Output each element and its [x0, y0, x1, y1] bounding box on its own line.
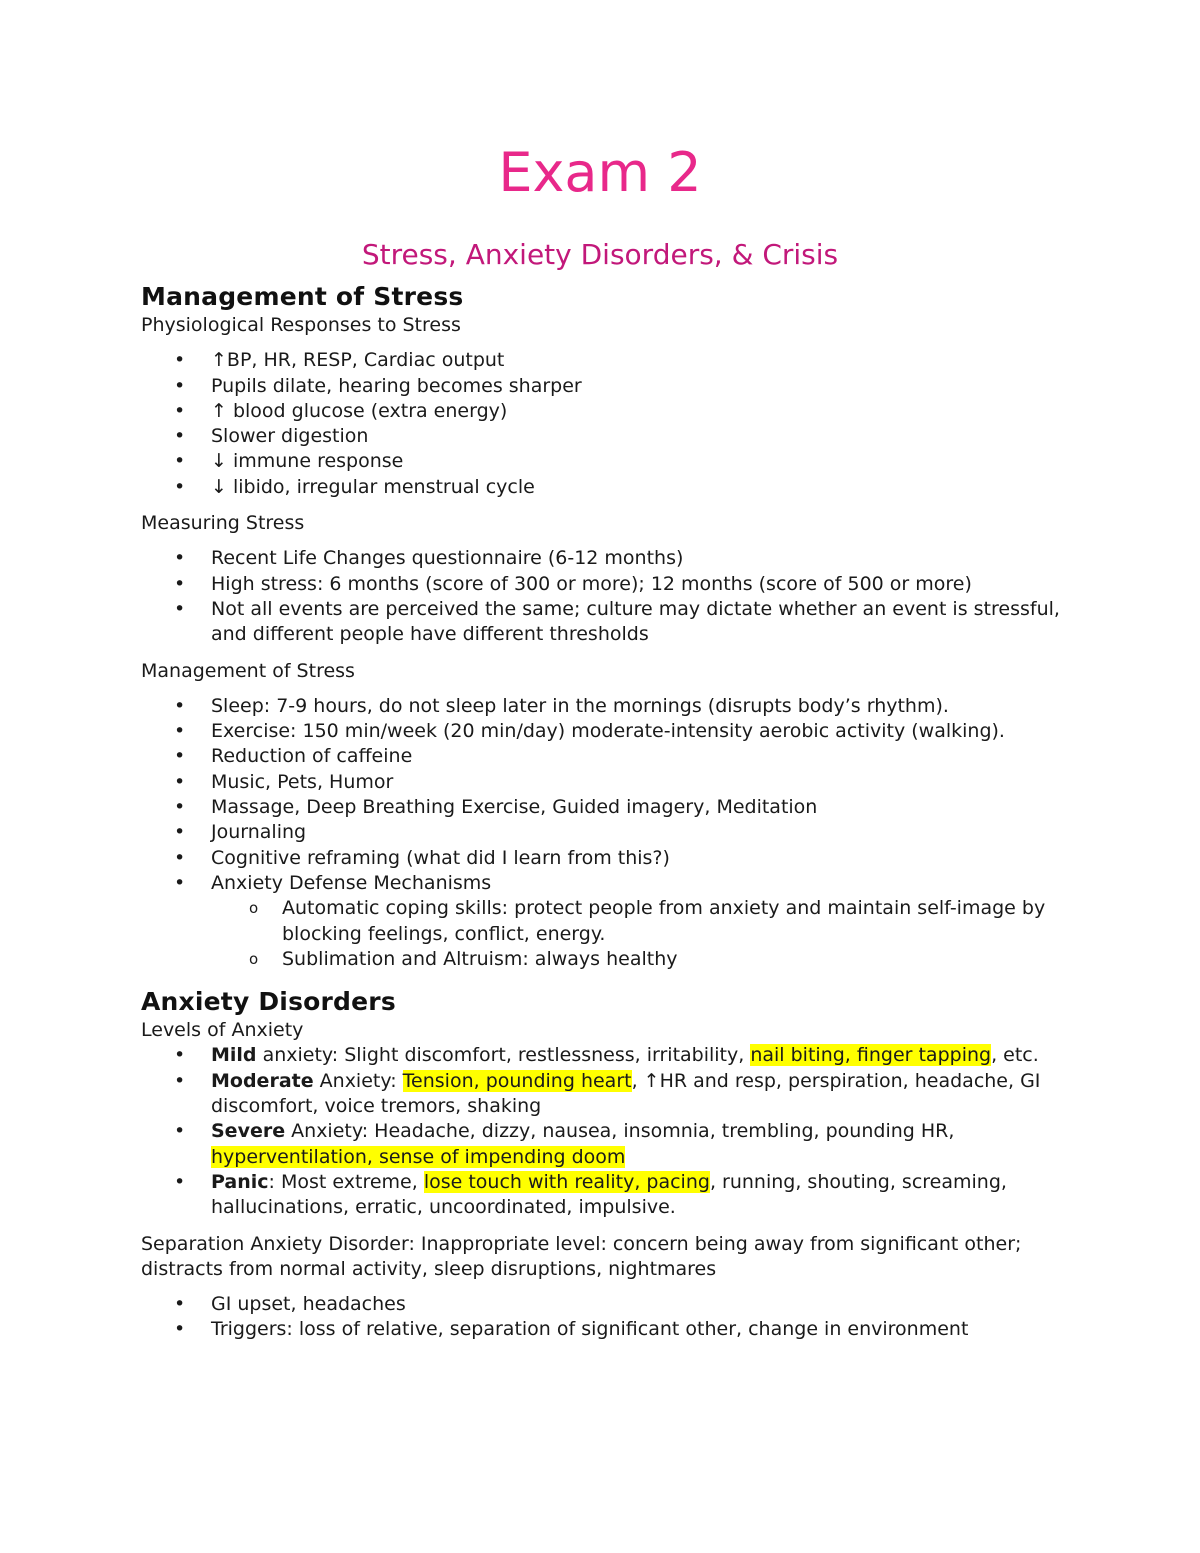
list-item: • High stress: 6 months (score of 300 or more); 12 months (score of 500 or more): [141, 572, 1061, 597]
term-panic: Panic: [211, 1170, 269, 1193]
list-item: • Anxiety Defense Mechanisms: [141, 871, 1061, 896]
list-item: • GI upset, headaches: [141, 1292, 1061, 1317]
term-mild: Mild: [211, 1044, 257, 1067]
item-text: , ↑HR and resp, perspiration, headache, GI discomfort, voice tremors, shaking: [211, 1069, 1041, 1118]
list-item: • Reduction of caffeine: [141, 744, 1061, 769]
sub-list-item: o Automatic coping skills: protect people from anxiety and maintain self-image by blocking feelings, conflict, energy.: [141, 896, 1061, 947]
list-item: • ↓ libido, irregular menstrual cycle: [141, 475, 1061, 500]
item-text: anxiety: Slight discomfort, restlessness, irritability,: [256, 1044, 751, 1067]
highlighted-text: lose touch with reality, pacing: [423, 1170, 710, 1193]
highlighted-text: hyperventilation, sense of impending doom: [211, 1145, 626, 1168]
list-item: • ↑ blood glucose (extra energy): [141, 399, 1061, 424]
list-item: • Cognitive reframing (what did I learn from this?): [141, 846, 1061, 871]
highlighted-text: Tension, pounding heart: [402, 1069, 632, 1092]
list-item-severe: [141, 1119, 1061, 1170]
document-title: Exam 2: [498, 141, 702, 204]
list-item: • Journaling: [141, 820, 1061, 845]
item-text: Anxiety: Headache, dizzy, nausea, insomnia, trembling, pounding HR,: [285, 1120, 955, 1143]
list-item-panic: [141, 1170, 1061, 1221]
list-item: • ↓ immune response: [141, 449, 1061, 474]
list-item: • Not all events are perceived the same; culture may dictate whether an event is stressful, and different people have different thresholds: [141, 597, 1061, 648]
anxiety-levels-list: [141, 1043, 1061, 1220]
list-item: • Recent Life Changes questionnaire (6-12 months): [141, 546, 1061, 571]
list-item-moderate: [141, 1069, 1061, 1120]
section-heading-management-of-stress: Management of Stress: [141, 282, 464, 311]
list-item: • Triggers: loss of relative, separation of significant other, change in environment: [141, 1317, 1061, 1342]
management-of-stress-list: [141, 694, 1061, 972]
term-severe: Severe: [211, 1120, 286, 1143]
physiological-responses-list: [141, 348, 1061, 500]
list-item: • Music, Pets, Humor: [141, 770, 1061, 795]
subheading-management-of-stress: Management of Stress: [141, 659, 355, 682]
list-item: • Massage, Deep Breathing Exercise, Guided imagery, Meditation: [141, 795, 1061, 820]
list-item: • Sleep: 7-9 hours, do not sleep later in the mornings (disrupts body’s rhythm).: [141, 694, 1061, 719]
item-text: , running, shouting, screaming, hallucinations, erratic, uncoordinated, impulsive.: [211, 1170, 1007, 1219]
measuring-stress-list: [141, 546, 1061, 647]
sub-list-item: o Sublimation and Altruism: always healthy: [141, 947, 1061, 972]
list-item: • Slower digestion: [141, 424, 1061, 449]
subheading-physiological-responses: Physiological Responses to Stress: [141, 314, 461, 336]
list-item: • ↑BP, HR, RESP, Cardiac output: [141, 348, 1061, 373]
separation-anxiety-paragraph: Separation Anxiety Disorder: Inappropriate level: concern being away from significant other; distracts from normal activity, sleep disruptions, nightmares: [141, 1232, 1022, 1280]
list-item-mild: [141, 1043, 1061, 1068]
list-item: • Exercise: 150 min/week (20 min/day) moderate-intensity aerobic activity (walking).: [141, 719, 1061, 744]
list-item: • Pupils dilate, hearing becomes sharper: [141, 374, 1061, 399]
item-text: : Most extreme,: [268, 1170, 424, 1193]
document-body: [141, 281, 1061, 1343]
item-text: Anxiety:: [313, 1069, 403, 1092]
highlighted-text: nail biting, finger tapping: [750, 1044, 992, 1067]
section-heading-anxiety-disorders: Anxiety Disorders: [141, 987, 396, 1017]
term-moderate: Moderate: [211, 1069, 314, 1092]
subheading-levels-of-anxiety: Levels of Anxiety: [141, 1019, 304, 1042]
document-subtitle: Stress, Anxiety Disorders, & Crisis: [361, 238, 839, 271]
separation-anxiety-list: [141, 1292, 1061, 1343]
item-text: , etc.: [991, 1044, 1039, 1067]
subheading-measuring-stress: Measuring Stress: [141, 512, 305, 535]
